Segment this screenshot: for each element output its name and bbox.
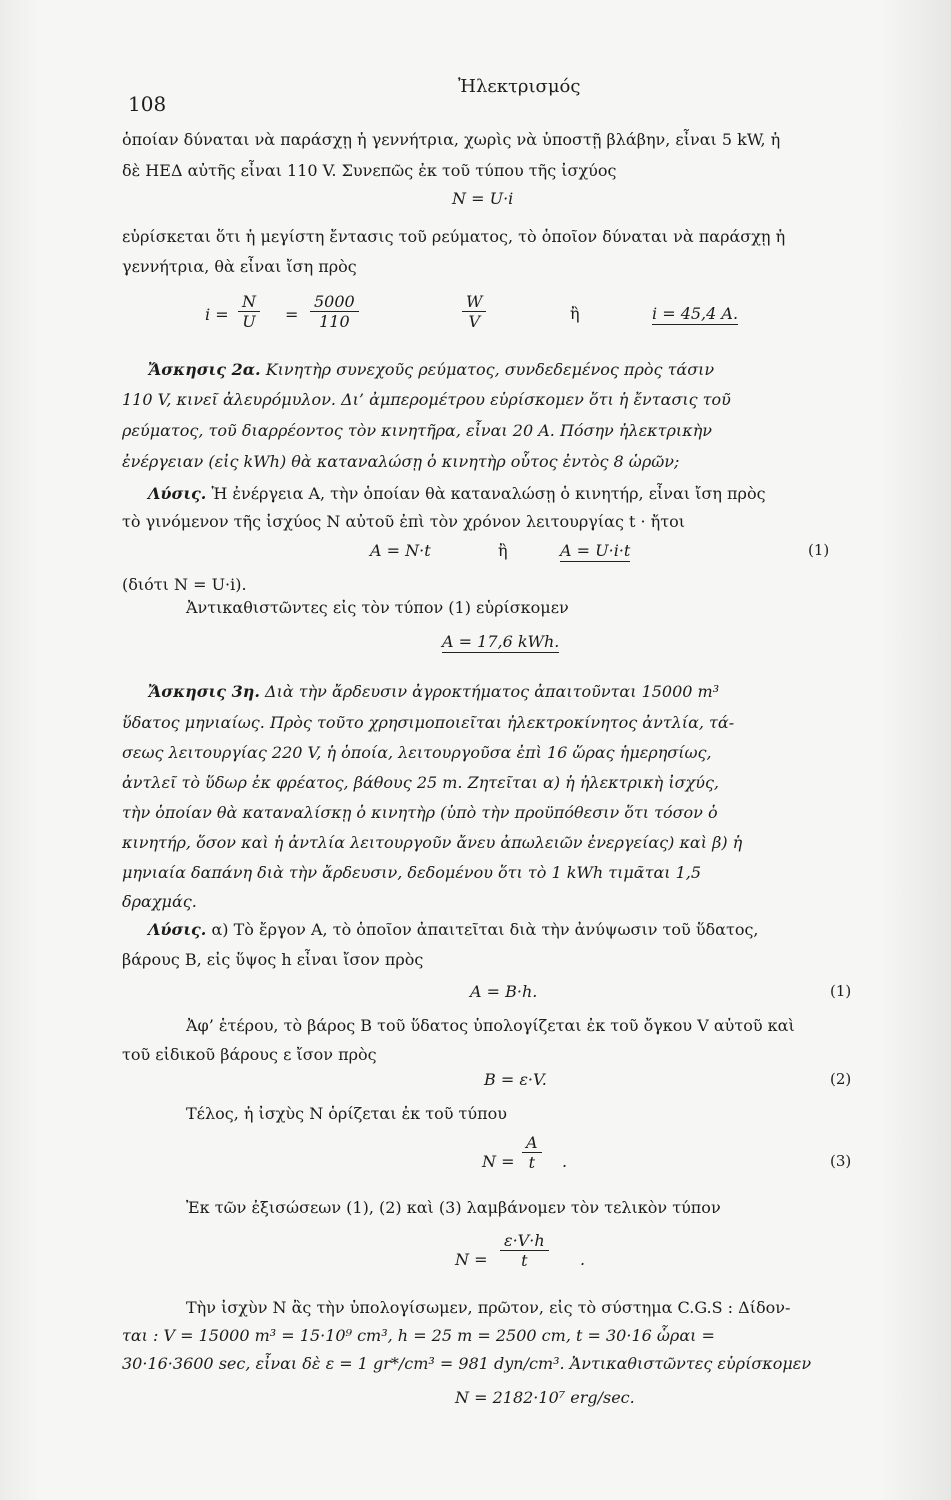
fraction-W-over-V [462, 293, 486, 332]
solution-note: (διότι N = U·i). [122, 575, 247, 594]
running-title: Ἠλεκτρισμός [458, 76, 581, 97]
equation-number: (3) [830, 1152, 852, 1170]
solution-text: Ἀφ’ ἑτέρου, τὸ βάρος B τοῦ ὕδατος ὑπολογίζεται ἐκ τοῦ ὄγκου V αὐτοῦ καὶ [186, 1016, 795, 1035]
solution-label: Λύσις. [148, 920, 207, 939]
equation-number: (2) [830, 1070, 852, 1088]
equation-number: (1) [808, 541, 830, 559]
solution-label: Λύσις. [148, 484, 207, 503]
denominator: U [242, 312, 256, 331]
fraction-5000-over-110 [310, 293, 359, 332]
exercise-text: κινητήρ, ὅσον καὶ ἡ ἀντλία λειτουργοῦν ἄνευ ἀπωλειῶν ἐνεργείας) καὶ β) ἡ [122, 833, 743, 852]
eq-lhs: N = [482, 1152, 515, 1171]
solution-text: α) Τὸ ἔργον A, τὸ ὁποῖον ἀπαιτεῖται διὰ τὴν ἀνύψωσιν τοῦ ὕδατος, [211, 920, 759, 939]
solution-3-line [148, 920, 759, 940]
exercise-title: Ἄσκησις 2α. [148, 360, 261, 379]
paragraph-line: δὲ ΗΕΔ αὐτῆς εἶναι 110 V. Συνεπῶς ἐκ τοῦ τύπου τῆς ἰσχύος [122, 161, 617, 180]
equals-sign: = [285, 305, 299, 324]
denominator: t [521, 1251, 528, 1270]
period: . [580, 1250, 586, 1269]
exercise-text: 110 V, κινεῖ ἀλευρόμυλον. Δι’ ἀμπερομέτρου εὑρίσκομεν ὅτι ἡ ἔντασις τοῦ [122, 390, 731, 409]
period: . [562, 1152, 568, 1171]
exercise-text: ρεύματος, τοῦ διαρρέοντος τὸν κινητῆρα, εἶναι 20 A. Πόσην ἠλεκτρικὴν [122, 421, 712, 440]
equation-result: N = 2182·10⁷ erg/sec. [455, 1388, 635, 1407]
eq-lhs: i = [205, 305, 229, 324]
paragraph-line: ὁποίαν δύναται νὰ παράσχῃ ἡ γεννήτρια, χωρὶς νὰ ὑποστῇ βλάβην, εἶναι 5 kW, ἡ [122, 130, 781, 149]
equation-weight: B = ε·V. [484, 1070, 547, 1089]
exercise-text: ὕδατος μηνιαίως. Πρὸς τοῦτο χρησιμοποιεῖται ἠλεκτροκίνητος ἀντλία, τά- [122, 713, 735, 732]
exercise-text: δραχμάς. [122, 892, 197, 911]
numerator: ε·V·h [500, 1232, 549, 1251]
solution-text: Ἀντικαθιστῶντες εἰς τὸν τύπον (1) εὑρίσκομεν [186, 598, 569, 617]
exercise-3-line [148, 682, 719, 702]
equation-power: N = U·i [452, 189, 514, 208]
equation-work: A = B·h. [470, 982, 538, 1001]
exercise-text: Κινητὴρ συνεχοῦς ρεύματος, συνδεδεμένος πρὸς τάσιν [265, 360, 715, 379]
solution-text: Ἡ ἐνέργεια A, τὴν ὁποίαν θὰ καταναλώσῃ ὁ κινητήρ, εἶναι ἴση πρὸς [211, 484, 766, 503]
solution-text: Τέλος, ἡ ἰσχὺς N ὁρίζεται ἐκ τοῦ τύπου [186, 1104, 507, 1123]
paragraph-line: εὑρίσκεται ὅτι ἡ μεγίστη ἔντασις τοῦ ρεύματος, τὸ ὁποῖον δύναται νὰ παράσχῃ ἡ [122, 227, 786, 246]
numerator: 5000 [310, 293, 359, 312]
solution-result: A = 17,6 kWh. [442, 632, 560, 651]
numerator: A [522, 1134, 542, 1153]
denominator: V [468, 312, 480, 331]
solution-text: 30·16·3600 sec, εἶναι δὲ ε = 1 gr*/cm³ = 981 dyn/cm³. Ἀντικαθιστῶντες εὑρίσκομεν [122, 1354, 812, 1373]
paragraph-line: γεννήτρια, θὰ εἶναι ἴση πρὸς [122, 257, 357, 276]
exercise-text: ἐνέργειαν (εἰς kWh) θὰ καταναλώσῃ ὁ κινητὴρ οὗτος ἐντὸς 8 ὡρῶν; [122, 452, 680, 471]
exercise-text: σεως λειτουργίας 220 V, ἡ ὁποία, λειτουργοῦσα ἐπὶ 16 ὥρας ἡμερησίως, [122, 743, 712, 762]
page-number: 108 [128, 92, 167, 116]
numerator: W [462, 293, 486, 312]
equation-number: (1) [830, 982, 852, 1000]
exercise-text: τὴν ὁποίαν θὰ καταναλίσκῃ ὁ κινητὴρ (ὑπὸ τὴν προϋπόθεσιν ὅτι τόσον ὁ [122, 803, 718, 822]
exercise-title: Ἄσκησις 3η. [148, 682, 260, 701]
exercise-2-line [148, 360, 714, 380]
exercise-text: Διὰ τὴν ἄρδευσιν ἀγροκτήματος ἀπαιτοῦνται 15000 m³ [265, 682, 720, 701]
equation-energy-alt: A = U·i·t [560, 541, 631, 560]
solution-text: Ἐκ τῶν ἐξισώσεων (1), (2) καὶ (3) λαμβάνομεν τὸν τελικὸν τύπον [186, 1198, 721, 1217]
numerator: N [238, 293, 260, 312]
exercise-text: μηνιαία δαπάνη διὰ τὴν ἄρδευσιν, δεδομένου ὅτι τὸ 1 kWh τιμᾶται 1,5 [122, 863, 702, 882]
solution-text: βάρους B, εἰς ὕψος h εἶναι ἴσον πρὸς [122, 950, 424, 969]
solution-text: τοῦ εἰδικοῦ βάρους ε ἴσον πρὸς [122, 1045, 377, 1064]
eq-result: i = 45,4 A. [652, 304, 739, 323]
solution-text: Τὴν ἰσχὺν N ἂς τὴν ὑπολογίσωμεν, πρῶτον, εἰς τὸ σύστημα C.G.S : Δίδον- [186, 1298, 791, 1317]
solution-text: ται : V = 15000 m³ = 15·10⁹ cm³, h = 25 m = 2500 cm, t = 30·16 ὧραι = [122, 1326, 715, 1345]
or-word: ἢ [498, 541, 508, 560]
solution-text: τὸ γινόμενον τῆς ἰσχύος N αὐτοῦ ἐπὶ τὸν χρόνον λειτουργίας t · ἤτοι [122, 512, 686, 531]
solution-2-line [148, 484, 766, 504]
fraction-N-over-U [238, 293, 260, 332]
or-word: ἢ [570, 304, 580, 323]
eq-lhs: N = [455, 1250, 488, 1269]
fraction-A-over-t [522, 1134, 542, 1173]
equation-energy: A = N·t [370, 541, 431, 560]
exercise-text: ἀντλεῖ τὸ ὕδωρ ἐκ φρέατος, βάθους 25 m. Ζητεῖται α) ἡ ἠλεκτρικὴ ἰσχύς, [122, 773, 719, 792]
denominator: t [528, 1153, 535, 1172]
fraction-eVh-over-t [500, 1232, 549, 1271]
denominator: 110 [319, 312, 350, 331]
